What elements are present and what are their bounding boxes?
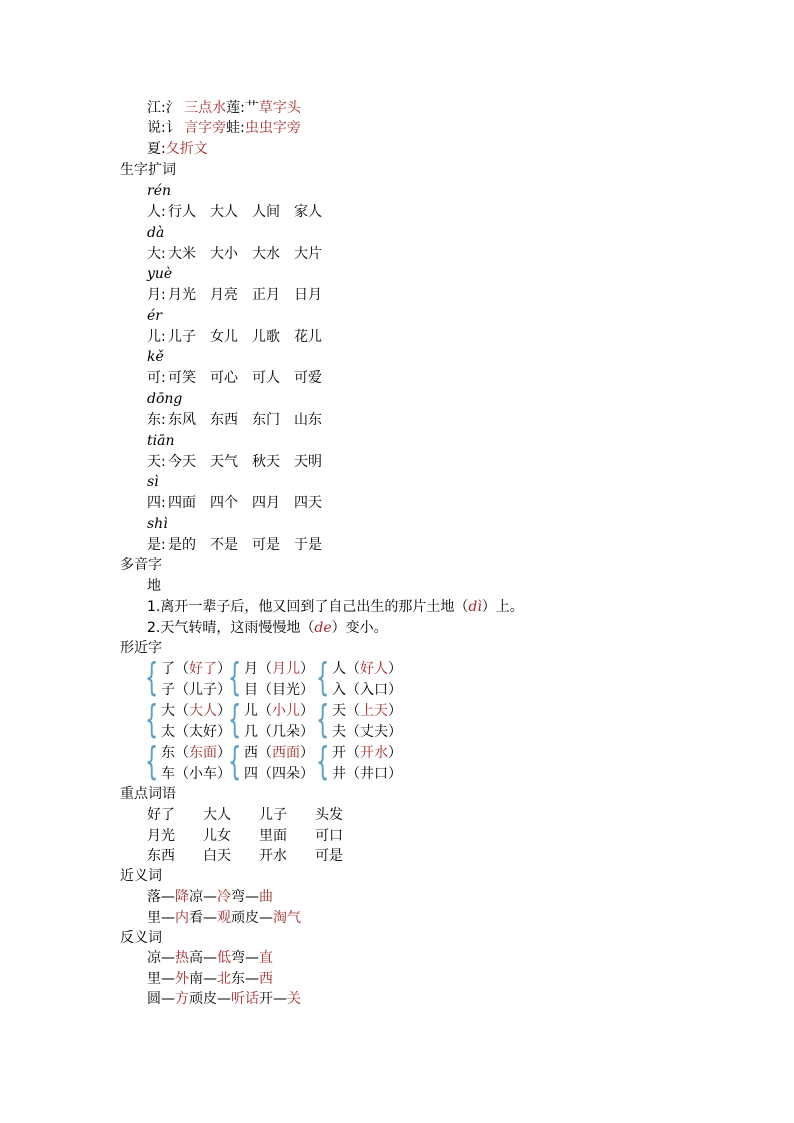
kuoci-word: 山东 bbox=[294, 412, 322, 428]
pair-dash: — bbox=[259, 909, 273, 926]
xingjin-bottom bbox=[161, 722, 231, 742]
pair-second: 听话 bbox=[231, 991, 259, 1007]
radical-char: 江: bbox=[147, 100, 166, 116]
duoyin-char: 地 bbox=[147, 578, 161, 594]
brace-icon: { bbox=[228, 739, 242, 783]
section-title-fanyi: 反义词 bbox=[120, 930, 162, 946]
radical-name: 夂折文 bbox=[165, 141, 208, 157]
pair-dash: — bbox=[203, 889, 217, 905]
paren: ） bbox=[388, 661, 402, 677]
radical-char: 夏: bbox=[147, 141, 166, 157]
kuoci-row bbox=[147, 535, 387, 555]
kuoci-word: 儿子 bbox=[168, 328, 196, 345]
xingjin-word: 四朵 bbox=[272, 766, 300, 782]
pinyin: ér bbox=[147, 307, 162, 324]
kuoci-head: 月: bbox=[147, 287, 166, 304]
brace-icon: { bbox=[145, 655, 159, 699]
xingjin-word: 井口 bbox=[360, 766, 388, 782]
pair-first: 里 bbox=[147, 909, 161, 926]
kuoci-row bbox=[147, 285, 387, 305]
zhongdian-word: 儿子 bbox=[259, 807, 287, 823]
radical-name: 三点水 bbox=[184, 100, 227, 116]
xingjin-char: 了 bbox=[161, 661, 175, 677]
paren: （ bbox=[175, 703, 189, 719]
xingjin-char: 夫 bbox=[332, 724, 346, 740]
pair-dash: — bbox=[161, 991, 175, 1007]
kuoci-word: 四天 bbox=[294, 495, 322, 512]
xingjin-bottom bbox=[161, 764, 231, 784]
kuoci-row bbox=[147, 244, 387, 264]
section-title-jinyi: 近义词 bbox=[120, 868, 162, 884]
kuoci-head: 是: bbox=[147, 536, 166, 553]
xingjin-word: 小车 bbox=[189, 766, 217, 782]
kuoci-word: 大人 bbox=[210, 204, 238, 220]
section-title-xingjin: 形近字 bbox=[120, 640, 162, 656]
kuoci-word: 女儿 bbox=[210, 328, 238, 345]
kuoci-word: 秋天 bbox=[252, 453, 280, 470]
pinyin: dōng bbox=[147, 391, 183, 407]
kuoci-head: 可: bbox=[147, 370, 166, 387]
xingjin-top bbox=[244, 659, 314, 679]
xingjin-top bbox=[332, 743, 402, 763]
xingjin-word: 太好 bbox=[189, 724, 217, 740]
kuoci-row bbox=[147, 410, 387, 430]
word-pair-row bbox=[147, 989, 301, 1009]
kuoci-word: 四月 bbox=[252, 495, 280, 512]
paren: （ bbox=[346, 661, 360, 677]
paren: （ bbox=[258, 745, 272, 761]
pair-dash: — bbox=[161, 970, 175, 987]
pair-dash: — bbox=[273, 991, 287, 1007]
duoyin-sentence-1 bbox=[147, 597, 524, 617]
radical-name: 虫虫字旁 bbox=[244, 120, 301, 136]
pair-dash: — bbox=[161, 889, 175, 905]
paren: （ bbox=[346, 766, 360, 782]
pinyin: tiān bbox=[147, 432, 175, 449]
zhongdian-word: 开水 bbox=[259, 848, 287, 864]
paren: （ bbox=[346, 703, 360, 719]
pair-first: 开 bbox=[259, 991, 273, 1007]
brace-icon: { bbox=[228, 655, 242, 699]
kuoci-row bbox=[147, 327, 387, 347]
sentence-text: ）上。 bbox=[481, 599, 524, 615]
xingjin-char: 四 bbox=[244, 766, 258, 782]
pair-second: 直 bbox=[259, 950, 273, 966]
xingjin-word: 上天 bbox=[360, 703, 388, 719]
pair-second: 冷 bbox=[217, 889, 231, 905]
zhongdian-word: 可是 bbox=[315, 848, 343, 864]
pair-first: 凉 bbox=[189, 889, 203, 905]
kuoci-head: 天: bbox=[147, 453, 166, 470]
paren: ） bbox=[388, 745, 402, 761]
kuoci-word: 可是 bbox=[252, 536, 280, 553]
xingjin-top bbox=[244, 743, 314, 763]
pair-first: 高 bbox=[189, 950, 203, 966]
kuoci-word: 于是 bbox=[294, 536, 322, 553]
kuoci-word: 天明 bbox=[294, 453, 322, 470]
pinyin: yuè bbox=[147, 266, 173, 283]
xingjin-char: 开 bbox=[332, 745, 346, 761]
zhongdian-word: 可口 bbox=[315, 827, 343, 844]
word-pair-row bbox=[147, 887, 273, 907]
zhongdian-word: 大人 bbox=[203, 807, 231, 823]
kuoci-word: 是的 bbox=[168, 536, 196, 553]
section-title-zhongdian: 重点词语 bbox=[120, 786, 176, 802]
radical-glyph: 讠 bbox=[165, 120, 180, 136]
kuoci-word: 大片 bbox=[294, 245, 322, 262]
word-pair-row bbox=[147, 969, 273, 989]
kuoci-word: 不是 bbox=[210, 536, 238, 553]
radical-line-2 bbox=[147, 118, 301, 138]
kuoci-head: 大: bbox=[147, 245, 166, 262]
xingjin-char: 目 bbox=[244, 682, 258, 698]
paren: ） bbox=[388, 766, 402, 782]
pinyin-answer: de bbox=[314, 620, 332, 636]
radical-name: 草字头 bbox=[258, 100, 301, 116]
zhongdian-word: 头发 bbox=[315, 807, 343, 823]
pair-first: 里 bbox=[147, 970, 161, 987]
kuoci-head: 儿: bbox=[147, 328, 166, 345]
pair-dash: — bbox=[161, 950, 175, 966]
paren: ） bbox=[217, 745, 231, 761]
paren: ） bbox=[388, 724, 402, 740]
kuoci-row bbox=[147, 202, 387, 222]
pair-second: 内 bbox=[175, 909, 189, 926]
kuoci-word: 人间 bbox=[252, 204, 280, 220]
word-pair-row bbox=[147, 948, 273, 968]
xingjin-bottom bbox=[161, 680, 231, 700]
xingjin-char: 西 bbox=[244, 745, 258, 761]
brace-icon: { bbox=[145, 739, 159, 783]
xingjin-top bbox=[244, 701, 314, 721]
paren: （ bbox=[258, 682, 272, 698]
paren: ） bbox=[388, 682, 402, 698]
paren: ） bbox=[300, 745, 314, 761]
xingjin-top bbox=[332, 701, 402, 721]
kuoci-word: 可笑 bbox=[168, 370, 196, 387]
sentence-text: 1.离开一辈子后，他又回到了自己出生的那片土地（ bbox=[147, 599, 469, 615]
brace-icon: { bbox=[228, 697, 242, 741]
paren: （ bbox=[258, 724, 272, 740]
paren: （ bbox=[175, 661, 189, 677]
pair-first: 南 bbox=[189, 970, 203, 987]
pinyin-answer: dì bbox=[468, 599, 482, 615]
brace-icon: { bbox=[316, 697, 330, 741]
paren: （ bbox=[346, 745, 360, 761]
xingjin-word: 好了 bbox=[189, 661, 217, 677]
xingjin-word: 儿子 bbox=[189, 682, 217, 698]
pinyin: shì bbox=[147, 515, 168, 532]
paren: ） bbox=[217, 766, 231, 782]
xingjin-bottom bbox=[244, 764, 314, 784]
kuoci-word: 四个 bbox=[210, 495, 238, 512]
pinyin: rén bbox=[147, 183, 171, 199]
radical-glyph: 艹 bbox=[244, 100, 259, 116]
pair-first: 弯 bbox=[231, 950, 245, 966]
paren: ） bbox=[300, 724, 314, 740]
xingjin-char: 儿 bbox=[244, 703, 258, 719]
pair-first: 落 bbox=[147, 889, 161, 905]
xingjin-char: 大 bbox=[161, 703, 175, 719]
duoyin-sentence-2 bbox=[147, 618, 388, 638]
pair-first: 看 bbox=[189, 909, 203, 926]
pair-second: 降 bbox=[175, 889, 189, 905]
xingjin-char: 人 bbox=[332, 661, 346, 677]
pair-dash: — bbox=[203, 970, 217, 987]
kuoci-word: 天气 bbox=[210, 453, 238, 470]
radical-line-1 bbox=[147, 98, 301, 118]
xingjin-char: 子 bbox=[161, 682, 175, 698]
pair-second: 淘气 bbox=[273, 909, 301, 926]
xingjin-char: 太 bbox=[161, 724, 175, 740]
zhongdian-word: 好了 bbox=[147, 807, 175, 823]
kuoci-row bbox=[147, 368, 387, 388]
kuoci-word: 日月 bbox=[294, 287, 322, 304]
paren: ） bbox=[217, 724, 231, 740]
zhongdian-word: 里面 bbox=[259, 827, 287, 844]
paren: （ bbox=[346, 682, 360, 698]
radical-char: 说: bbox=[147, 120, 166, 136]
kuoci-word: 大米 bbox=[168, 245, 196, 262]
paren: ） bbox=[300, 766, 314, 782]
radical-glyph: 氵 bbox=[165, 100, 180, 116]
xingjin-word: 目光 bbox=[272, 682, 300, 698]
kuoci-word: 月亮 bbox=[210, 287, 238, 304]
xingjin-bottom bbox=[332, 680, 402, 700]
zhongdian-word: 月光 bbox=[147, 827, 175, 844]
kuoci-word: 今天 bbox=[168, 453, 196, 470]
kuoci-word: 儿歌 bbox=[252, 328, 280, 345]
xingjin-word: 几朵 bbox=[272, 724, 300, 740]
xingjin-char: 井 bbox=[332, 766, 346, 782]
pair-second: 外 bbox=[175, 970, 189, 987]
brace-icon: { bbox=[316, 739, 330, 783]
kuoci-word: 月光 bbox=[168, 287, 196, 304]
paren: （ bbox=[258, 766, 272, 782]
radical-char: 莲: bbox=[226, 100, 245, 116]
pinyin: kě bbox=[147, 349, 164, 366]
pair-first: 圆 bbox=[147, 991, 161, 1007]
xingjin-word: 大人 bbox=[189, 703, 217, 719]
kuoci-word: 行人 bbox=[168, 204, 196, 220]
section-title-kuoci: 生字扩词 bbox=[120, 162, 176, 178]
pair-dash: — bbox=[161, 909, 175, 926]
pair-second: 低 bbox=[217, 950, 231, 966]
pair-first: 顽皮 bbox=[231, 909, 259, 926]
zhongdian-word: 白天 bbox=[203, 848, 231, 864]
xingjin-bottom bbox=[244, 722, 314, 742]
pair-dash: — bbox=[203, 950, 217, 966]
kuoci-word: 可爱 bbox=[294, 370, 322, 387]
pair-dash: — bbox=[245, 970, 259, 987]
xingjin-top bbox=[332, 659, 402, 679]
kuoci-row bbox=[147, 452, 387, 472]
pair-second: 北 bbox=[217, 970, 231, 987]
paren: ） bbox=[217, 661, 231, 677]
xingjin-top bbox=[161, 701, 231, 721]
kuoci-word: 东门 bbox=[252, 412, 280, 428]
pair-dash: — bbox=[203, 909, 217, 926]
pair-dash: — bbox=[245, 889, 259, 905]
word-pair-row bbox=[147, 908, 301, 928]
kuoci-word: 大小 bbox=[210, 245, 238, 262]
pair-second: 热 bbox=[175, 950, 189, 966]
xingjin-top bbox=[161, 659, 231, 679]
xingjin-word: 开水 bbox=[360, 745, 388, 761]
kuoci-word: 东风 bbox=[168, 412, 196, 428]
kuoci-row bbox=[147, 493, 387, 513]
pair-second: 西 bbox=[259, 970, 273, 987]
xingjin-char: 天 bbox=[332, 703, 346, 719]
paren: （ bbox=[346, 724, 360, 740]
xingjin-char: 几 bbox=[244, 724, 258, 740]
paren: ） bbox=[388, 703, 402, 719]
xingjin-word: 月儿 bbox=[272, 661, 300, 677]
brace-icon: { bbox=[145, 697, 159, 741]
xingjin-word: 入口 bbox=[360, 682, 388, 698]
xingjin-char: 东 bbox=[161, 745, 175, 761]
kuoci-word: 大水 bbox=[252, 245, 280, 262]
pair-first: 凉 bbox=[147, 950, 161, 966]
pair-first: 弯 bbox=[231, 889, 245, 905]
sentence-text: 2.天气转晴，这雨慢慢地（ bbox=[147, 620, 315, 636]
xingjin-char: 月 bbox=[244, 661, 258, 677]
pair-second: 曲 bbox=[259, 889, 273, 905]
xingjin-char: 入 bbox=[332, 682, 346, 698]
pinyin: dà bbox=[147, 224, 165, 241]
paren: ） bbox=[300, 682, 314, 698]
sentence-text: ）变小。 bbox=[331, 620, 388, 636]
xingjin-word: 丈夫 bbox=[360, 724, 388, 740]
kuoci-head: 东: bbox=[147, 412, 166, 428]
paren: （ bbox=[175, 766, 189, 782]
kuoci-word: 正月 bbox=[252, 287, 280, 304]
zhongdian-row bbox=[0, 846, 400, 866]
paren: （ bbox=[175, 745, 189, 761]
zhongdian-word: 东西 bbox=[147, 848, 175, 864]
pair-second: 关 bbox=[287, 991, 301, 1007]
xingjin-char: 车 bbox=[161, 766, 175, 782]
pair-dash: — bbox=[217, 991, 231, 1007]
paren: （ bbox=[258, 661, 272, 677]
pair-second: 观 bbox=[217, 909, 231, 926]
brace-icon: { bbox=[316, 655, 330, 699]
radical-line-3 bbox=[147, 139, 208, 159]
paren: （ bbox=[258, 703, 272, 719]
zhongdian-row bbox=[0, 805, 400, 825]
xingjin-bottom bbox=[332, 764, 402, 784]
radical-char: 蛙: bbox=[226, 120, 245, 136]
pair-first: 东 bbox=[231, 970, 245, 987]
xingjin-word: 西面 bbox=[272, 745, 300, 761]
kuoci-word: 可人 bbox=[252, 370, 280, 387]
kuoci-word: 东西 bbox=[210, 412, 238, 428]
xingjin-bottom bbox=[332, 722, 402, 742]
kuoci-head: 人: bbox=[147, 204, 166, 220]
zhongdian-word: 儿女 bbox=[203, 827, 231, 844]
kuoci-word: 四面 bbox=[168, 495, 196, 512]
pair-first: 顽皮 bbox=[189, 991, 217, 1007]
paren: （ bbox=[175, 724, 189, 740]
section-title-duoyin: 多音字 bbox=[120, 557, 162, 573]
xingjin-word: 东面 bbox=[189, 745, 217, 761]
kuoci-word: 花儿 bbox=[294, 328, 322, 345]
kuoci-word: 可心 bbox=[210, 370, 238, 387]
kuoci-word: 家人 bbox=[294, 204, 322, 220]
xingjin-top bbox=[161, 743, 231, 763]
kuoci-head: 四: bbox=[147, 495, 166, 512]
paren: ） bbox=[300, 703, 314, 719]
xingjin-bottom bbox=[244, 680, 314, 700]
paren: ） bbox=[217, 703, 231, 719]
zhongdian-row bbox=[0, 826, 400, 846]
pinyin: sì bbox=[147, 474, 159, 491]
paren: ） bbox=[217, 682, 231, 698]
pair-dash: — bbox=[245, 950, 259, 966]
radical-name: 言字旁 bbox=[184, 120, 227, 136]
pair-second: 方 bbox=[175, 991, 189, 1007]
paren: ） bbox=[300, 661, 314, 677]
xingjin-word: 小儿 bbox=[272, 703, 300, 719]
xingjin-word: 好人 bbox=[360, 661, 388, 677]
paren: （ bbox=[175, 682, 189, 698]
